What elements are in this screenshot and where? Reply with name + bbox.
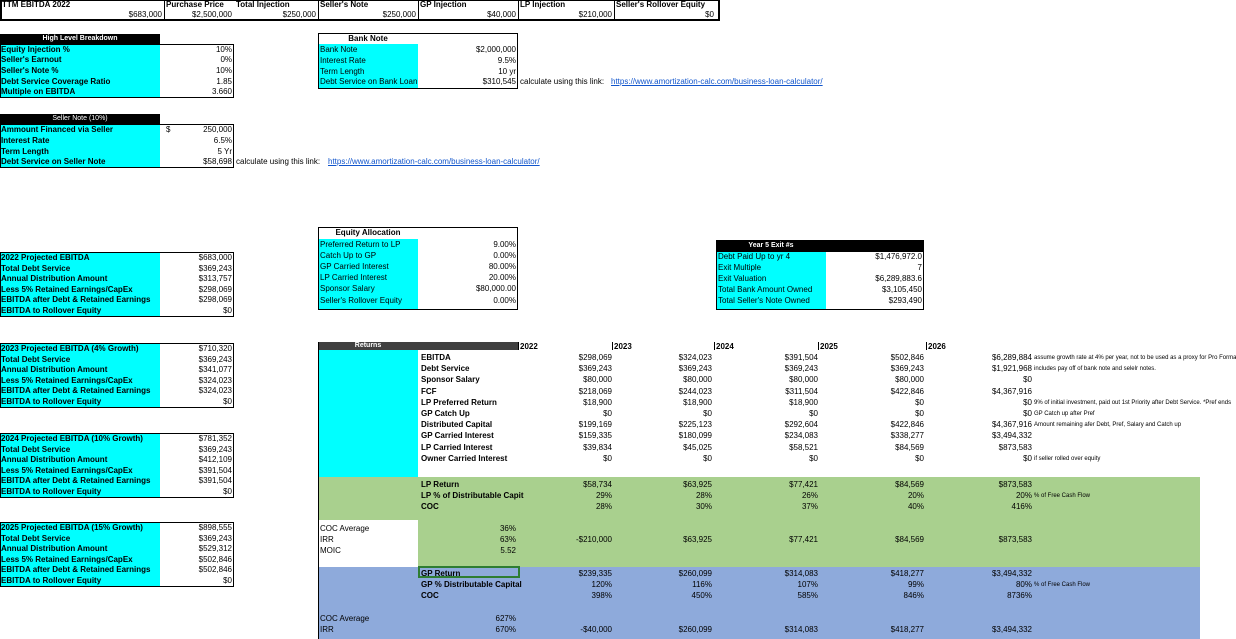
gp-cell[interactable]: $3,494,332 (991, 569, 1032, 578)
gp-injection-label: GP Injection (420, 0, 467, 9)
returns-cell[interactable]: $199,169 (578, 420, 612, 430)
returns-cell[interactable]: $422,846 (890, 386, 924, 396)
projection-row-value[interactable]: $313,757 (198, 274, 232, 284)
projection-row-label: Total Debt Service (1, 263, 71, 273)
gp-cell[interactable]: 585% (797, 591, 818, 600)
gp-row-label: GP Return (421, 569, 461, 578)
returns-cell[interactable]: $244,023 (678, 386, 712, 396)
equity-row-value[interactable]: 20.00% (488, 273, 516, 282)
lp-row-label: COC (421, 502, 439, 511)
exit-row-value[interactable]: $3,105,450 (881, 285, 922, 294)
high-level-row-value[interactable]: 10% (215, 45, 232, 54)
gp-cashflow-cell[interactable]: $260,099 (678, 625, 712, 634)
projection-row-label: EBITDA to Rollover Equity (1, 487, 102, 496)
projection-row-value[interactable]: $369,243 (198, 354, 232, 364)
lp-injection-value: $210,000 (578, 10, 612, 19)
lp-cashflow-cell[interactable]: -$210,000 (575, 535, 612, 544)
bank-note-row-label: Bank Note (320, 45, 358, 54)
returns-note: includes pay off of bank note and selelr notes. (1034, 366, 1156, 373)
returns-cell[interactable]: $80,000 (683, 375, 712, 385)
projection-row-label: Total Debt Service (1, 354, 71, 364)
gp-cell[interactable]: 120% (591, 580, 612, 589)
returns-cell[interactable]: $4,367,916 (991, 420, 1032, 430)
projection-row-label: 2023 Projected EBITDA (4% Growth) (1, 344, 139, 353)
projection-row-value[interactable]: $0 (223, 487, 232, 496)
gp-cell[interactable]: $239,335 (578, 569, 612, 578)
projection-row-label: EBITDA to Rollover Equity (1, 576, 102, 585)
returns-cell[interactable]: $218,069 (578, 386, 612, 396)
bank-note-title: Bank Note (348, 34, 388, 43)
returns-cell[interactable]: $369,243 (678, 364, 712, 374)
lp-summary-label: COC Average (320, 524, 370, 533)
lp-cell[interactable]: 29% (595, 491, 612, 500)
returns-note: 9% of initial investment, paid out 1st Priority after Debt Service. *Pref ends (1034, 399, 1232, 406)
equity-row-label: Seller's Rollover Equity (320, 296, 403, 305)
projection-row-value[interactable]: $391,504 (198, 476, 232, 486)
projection-row-value[interactable]: $298,069 (198, 295, 232, 305)
returns-cell[interactable]: $159,335 (578, 431, 612, 441)
projection-row-label: Annual Distribution Amount (1, 365, 108, 375)
projection-row-value[interactable]: $0 (223, 306, 232, 315)
equity-row-label: Catch Up to GP (320, 251, 377, 260)
currency-symbol: $ (166, 125, 171, 134)
high-level-row-value[interactable]: 3.660 (211, 87, 232, 96)
high-level-title: High Level Breakdown (42, 35, 118, 42)
equity-row-label: Sponsor Salary (320, 284, 375, 293)
gp-row-label: COC (421, 591, 439, 600)
projection-row-label: Annual Distribution Amount (1, 455, 108, 465)
gp-row-label: GP % Distributable Capital (421, 580, 522, 589)
returns-cell[interactable]: $0 (1023, 409, 1032, 418)
bank-calc-link[interactable]: https://www.amortization-calc.com/business-loan-calculator/ (611, 77, 823, 86)
sellers-note-value: $250,000 (382, 10, 416, 19)
returns-cell[interactable]: $6,289,884 (991, 353, 1032, 362)
bank-note-row-value[interactable]: 10 yr (498, 67, 516, 76)
returns-row-label: FCF (421, 386, 437, 396)
ttm-label: TTM EBITDA 2022 (2, 0, 71, 9)
projection-row-label: EBITDA after Debt & Retained Earnings (1, 386, 151, 396)
returns-cell[interactable]: $0 (915, 409, 924, 418)
exit-row-label: Exit Multiple (718, 263, 762, 272)
lp-cashflow-cell[interactable]: $84,569 (895, 535, 924, 544)
total-injection-value: $250,000 (282, 10, 316, 19)
returns-cell[interactable]: $0 (1023, 375, 1032, 385)
returns-cell[interactable]: $324,023 (678, 353, 712, 362)
exit-row-label: Total Seller's Note Owned (718, 296, 810, 305)
seller-note-row-label: Debt Service on Seller Note (1, 157, 106, 166)
returns-cell[interactable]: $0 (915, 397, 924, 407)
bank-note-row-label: Term Length (320, 67, 365, 76)
returns-cell[interactable]: $369,243 (578, 364, 612, 374)
returns-cell[interactable]: $311,504 (785, 386, 818, 396)
returns-title: Returns (354, 342, 382, 349)
projection-row-value[interactable]: $781,352 (198, 434, 232, 443)
year-header: 2026 (928, 342, 946, 351)
returns-cell[interactable]: $39,834 (583, 442, 612, 452)
gp-note: % of Free Cash Flow (1034, 582, 1091, 588)
lp-cell[interactable]: 20% (907, 491, 924, 500)
returns-cell[interactable]: $18,900 (683, 397, 712, 407)
projection-row-label: Annual Distribution Amount (1, 274, 108, 284)
high-level-row-label: Seller's Note % (1, 66, 59, 75)
projection-row-label: Less 5% Retained Earnings/CapEx (1, 465, 133, 475)
returns-cell[interactable]: $225,123 (678, 420, 712, 430)
returns-cell[interactable]: $180,099 (678, 431, 712, 441)
seller-note-title: Seller Note (10%) (52, 115, 108, 122)
year-header: 2025 (820, 342, 838, 351)
equity-row-value[interactable]: 0.00% (493, 251, 516, 260)
seller-note-row-value[interactable]: 5 Yr (217, 147, 232, 156)
projection-row-label: Less 5% Retained Earnings/CapEx (1, 375, 133, 385)
sellers-note-label: Seller's Note (320, 0, 369, 9)
gp-cell[interactable]: 80% (1015, 580, 1032, 589)
equity-row-label: LP Carried Interest (320, 273, 387, 282)
gp-cell[interactable]: 398% (591, 591, 612, 600)
returns-cell[interactable]: $0 (703, 409, 712, 418)
returns-cyan-panel (318, 350, 418, 477)
seller-calc-link[interactable]: https://www.amortization-calc.com/business-loan-calculator/ (328, 157, 540, 166)
projection-row-label: Less 5% Retained Earnings/CapEx (1, 284, 133, 294)
projection-row-label: EBITDA after Debt & Retained Earnings (1, 476, 151, 486)
projection-row-value[interactable]: $324,023 (198, 375, 232, 385)
lp-cashflow-cell[interactable]: $873,583 (998, 535, 1032, 544)
equity-row-value[interactable]: 9.00% (493, 240, 516, 249)
lp-cell[interactable]: $63,925 (683, 480, 712, 489)
lp-cell[interactable]: 30% (695, 502, 712, 511)
projection-row-label: EBITDA after Debt & Retained Earnings (1, 295, 151, 305)
seller-note-row-value[interactable]: 250,000 (203, 125, 232, 134)
bank-note-row-value[interactable]: 9.5% (497, 56, 516, 65)
returns-cell[interactable]: $369,243 (890, 364, 924, 374)
lp-cell[interactable]: $58,734 (583, 480, 612, 489)
ttm-value: $683,000 (128, 10, 162, 19)
projection-row-label: Total Debt Service (1, 533, 71, 543)
projection-row-label: EBITDA after Debt & Retained Earnings (1, 565, 151, 575)
projection-row-value[interactable]: $341,077 (198, 365, 232, 375)
projection-row-value[interactable]: $710,320 (198, 344, 232, 353)
projection-row-value[interactable]: $369,243 (198, 263, 232, 273)
returns-cell[interactable]: $0 (603, 453, 612, 463)
projection-row-value[interactable]: $369,243 (198, 444, 232, 454)
bank-note-row-label: Debt Service on Bank Loan (320, 77, 418, 86)
returns-note: assume growth rate at 4% per year, not to be used as a proxy for Pro Forma (1034, 355, 1236, 361)
returns-cell[interactable]: $391,504 (784, 353, 818, 362)
seller-note-row-value[interactable]: 6.5% (213, 136, 232, 145)
lp-summary-label: IRR (320, 535, 334, 544)
projection-row-label: EBITDA to Rollover Equity (1, 306, 102, 315)
projection-row-value[interactable]: $391,504 (198, 465, 232, 475)
returns-row-label: GP Catch Up (421, 409, 470, 418)
lp-cell[interactable]: $84,569 (895, 480, 924, 489)
gp-cell[interactable]: 107% (797, 580, 818, 589)
projection-row-value[interactable]: $298,069 (198, 284, 232, 294)
seller-note-row-label: Term Length (1, 147, 49, 156)
lp-cell[interactable]: $77,421 (789, 480, 818, 489)
returns-row-label: GP Carried Interest (421, 431, 494, 441)
projection-row-value[interactable]: $412,109 (198, 455, 232, 465)
lp-summary-value[interactable]: 36% (499, 524, 516, 533)
gp-cell[interactable]: 116% (692, 580, 712, 589)
lp-cell[interactable]: $873,583 (998, 480, 1032, 489)
gp-cell[interactable]: 450% (691, 591, 712, 600)
high-level-row-value[interactable]: 10% (215, 66, 232, 75)
seller-note-row-value[interactable]: $58,698 (203, 157, 232, 166)
returns-cell[interactable]: $422,846 (890, 420, 924, 430)
returns-cell[interactable]: $80,000 (895, 375, 924, 385)
gp-summary-value[interactable]: 670% (495, 625, 516, 634)
returns-cell[interactable]: $3,494,332 (991, 431, 1032, 441)
lp-summary-value[interactable]: 5.52 (500, 546, 516, 555)
rollover-label: Seller's Rollover Equity (616, 0, 706, 9)
exit-row-value[interactable]: $6,289,883.6 (875, 274, 922, 283)
bank-note-row-value[interactable]: $2,000,000 (475, 45, 516, 54)
projection-row-value[interactable]: $502,846 (198, 565, 232, 575)
lp-injection-label: LP Injection (520, 0, 566, 9)
returns-cell[interactable]: $369,243 (784, 364, 818, 374)
exit-row-value[interactable]: 7 (917, 263, 922, 272)
gp-cashflow-cell[interactable]: -$40,000 (580, 625, 612, 634)
gp-summary-value[interactable]: 627% (495, 614, 516, 623)
high-level-row-label: Seller's Earnout (1, 55, 62, 64)
returns-cell[interactable]: $0 (603, 409, 612, 418)
year-divider (612, 342, 613, 350)
projection-row-label: 2025 Projected EBITDA (15% Growth) (1, 523, 143, 532)
year-header: 2022 (520, 342, 538, 351)
returns-row-label: LP Carried Interest (421, 442, 493, 452)
gp-cell[interactable]: 99% (907, 580, 924, 589)
exit-row-value[interactable]: $1,476,972.0 (875, 252, 922, 261)
gp-cashflow-cell[interactable]: $3,494,332 (991, 625, 1032, 634)
projection-row-label: 2024 Projected EBITDA (10% Growth) (1, 434, 143, 443)
bank-note-row-label: Interest Rate (320, 56, 366, 65)
returns-cell[interactable]: $0 (703, 453, 712, 463)
returns-row-label: LP Preferred Return (421, 397, 497, 407)
high-level-row-label: Equity Injection % (1, 45, 70, 54)
exit-title: Year 5 Exit #s (748, 242, 794, 249)
exit-row-value[interactable]: $293,490 (888, 296, 922, 305)
returns-row-label: Sponsor Salary (421, 375, 480, 385)
lp-row-label: LP % of Distributable Capit (421, 491, 524, 500)
year-divider (926, 342, 927, 350)
lp-cell[interactable]: 37% (801, 502, 818, 511)
projection-row-value[interactable]: $529,312 (198, 544, 232, 554)
exit-row-label: Exit Valuation (718, 274, 767, 283)
gp-summary-label: COC Average (320, 614, 370, 623)
lp-cell[interactable]: 28% (595, 502, 612, 511)
lp-cashflow-cell[interactable]: $77,421 (789, 535, 818, 544)
purchase-price-label: Purchase Price (166, 0, 224, 9)
returns-cell[interactable]: $45,025 (683, 442, 712, 452)
gp-cell[interactable]: 846% (903, 591, 924, 600)
returns-cell[interactable]: $4,367,916 (991, 386, 1032, 396)
year-divider (714, 342, 715, 350)
seller-note-row-label: Interest Rate (1, 136, 50, 145)
gp-cell[interactable]: $260,099 (678, 569, 712, 578)
gp-cashflow-cell[interactable]: $314,083 (784, 625, 818, 634)
returns-note: Amount remaining afer Debt, Pref, Salary and Catch up (1034, 422, 1182, 429)
lp-cell[interactable]: 28% (695, 491, 712, 500)
equity-row-value[interactable]: 80.00% (488, 262, 516, 271)
equity-allocation-title: Equity Allocation (335, 228, 401, 237)
year-divider (818, 342, 819, 350)
returns-cell[interactable]: $58,521 (789, 442, 818, 452)
returns-cell[interactable]: $0 (809, 409, 818, 418)
gp-summary-label: IRR (320, 625, 334, 634)
returns-cell[interactable]: $338,277 (890, 431, 924, 441)
returns-cell[interactable]: $292,604 (784, 420, 818, 430)
returns-cell[interactable]: $80,000 (583, 375, 612, 385)
returns-cell[interactable]: $0 (915, 453, 924, 463)
returns-note: GP Catch up after Pref (1034, 411, 1095, 417)
exit-row-label: Debt Paid Up to yr 4 (718, 252, 791, 261)
projection-row-value[interactable]: $324,023 (198, 386, 232, 396)
purchase-price-value: $2,500,000 (191, 10, 232, 19)
year-header: 2023 (614, 342, 632, 351)
lp-cell[interactable]: 416% (1011, 502, 1032, 511)
gp-cell[interactable]: 8736% (1007, 591, 1032, 600)
lp-cell[interactable]: 40% (907, 502, 924, 511)
lp-summary-value[interactable]: 63% (499, 535, 516, 544)
gp-cashflow-cell[interactable]: $418,277 (890, 625, 924, 634)
returns-cell[interactable]: $298,069 (578, 353, 612, 362)
returns-row-label: Distributed Capital (421, 420, 493, 430)
lp-note: % of Free Cash Flow (1034, 493, 1091, 499)
projection-row-label: EBITDA to Rollover Equity (1, 397, 102, 406)
year-divider (518, 342, 519, 350)
bank-note-row-value[interactable]: $310,545 (482, 77, 516, 86)
returns-cell[interactable]: $80,000 (789, 375, 818, 385)
projection-row-label: Total Debt Service (1, 444, 71, 454)
returns-cell[interactable]: $873,583 (998, 442, 1032, 452)
lp-cell[interactable]: 26% (801, 491, 818, 500)
projection-row-value[interactable]: $0 (223, 576, 232, 585)
projection-row-label: 2022 Projected EBITDA (1, 253, 90, 262)
returns-cell[interactable]: $0 (1023, 453, 1032, 463)
projection-row-value[interactable]: $0 (223, 397, 232, 406)
returns-cell[interactable]: $502,846 (890, 353, 924, 362)
projection-row-value[interactable]: $502,846 (198, 554, 232, 564)
high-level-row-value[interactable]: 0% (220, 55, 232, 64)
returns-cell[interactable]: $1,921,968 (991, 364, 1032, 374)
returns-cell[interactable]: $0 (809, 453, 818, 463)
lp-summary-label: MOIC (320, 546, 341, 555)
seller-calc-text: calculate using this link: (236, 157, 321, 166)
returns-cell[interactable]: $84,569 (895, 442, 924, 452)
high-level-row-value[interactable]: 1.85 (216, 77, 232, 86)
lp-cell[interactable]: 20% (1015, 491, 1032, 500)
returns-cell[interactable]: $18,900 (583, 397, 612, 407)
projection-row-value[interactable]: $683,000 (198, 253, 232, 262)
year-header: 2024 (716, 342, 734, 351)
gp-cell[interactable]: $418,277 (890, 569, 924, 578)
projection-row-label: Less 5% Retained Earnings/CapEx (1, 554, 133, 564)
equity-row-label: GP Carried Interest (320, 262, 389, 271)
projection-row-value[interactable]: $898,555 (198, 523, 232, 532)
lp-cashflow-cell[interactable]: $63,925 (683, 535, 712, 544)
high-level-row-label: Debt Service Coverage Ratio (1, 77, 111, 86)
returns-note: if seller rolled over equity (1034, 455, 1101, 462)
exit-row-label: Total Bank Amount Owned (718, 285, 813, 294)
projection-row-value[interactable]: $369,243 (198, 533, 232, 543)
gp-cell[interactable]: $314,083 (784, 569, 818, 578)
equity-row-label: Preferred Return to LP (320, 240, 401, 249)
bank-calc-text: calculate using this link: (520, 77, 605, 86)
returns-cell[interactable]: $18,900 (789, 397, 818, 407)
gp-injection-value: $40,000 (487, 10, 516, 19)
high-level-row-label: Multiple on EBITDA (1, 87, 76, 96)
lp-row-label: LP Return (421, 480, 460, 489)
total-injection-label: Total Injection (236, 0, 290, 9)
projection-row-label: Annual Distribution Amount (1, 544, 108, 554)
returns-row-label: Owner Carried Interest (421, 453, 508, 463)
returns-cell[interactable]: $234,083 (784, 431, 818, 441)
equity-row-value[interactable]: $80,000.00 (475, 284, 516, 293)
returns-row-label: EBITDA (421, 353, 451, 362)
rollover-value: $0 (705, 10, 714, 19)
returns-row-label: Debt Service (421, 364, 470, 374)
returns-cell[interactable]: $0 (1023, 397, 1032, 407)
equity-row-value[interactable]: 0.00% (493, 296, 516, 305)
seller-note-row-label: Ammount Financed via Seller (1, 125, 114, 134)
